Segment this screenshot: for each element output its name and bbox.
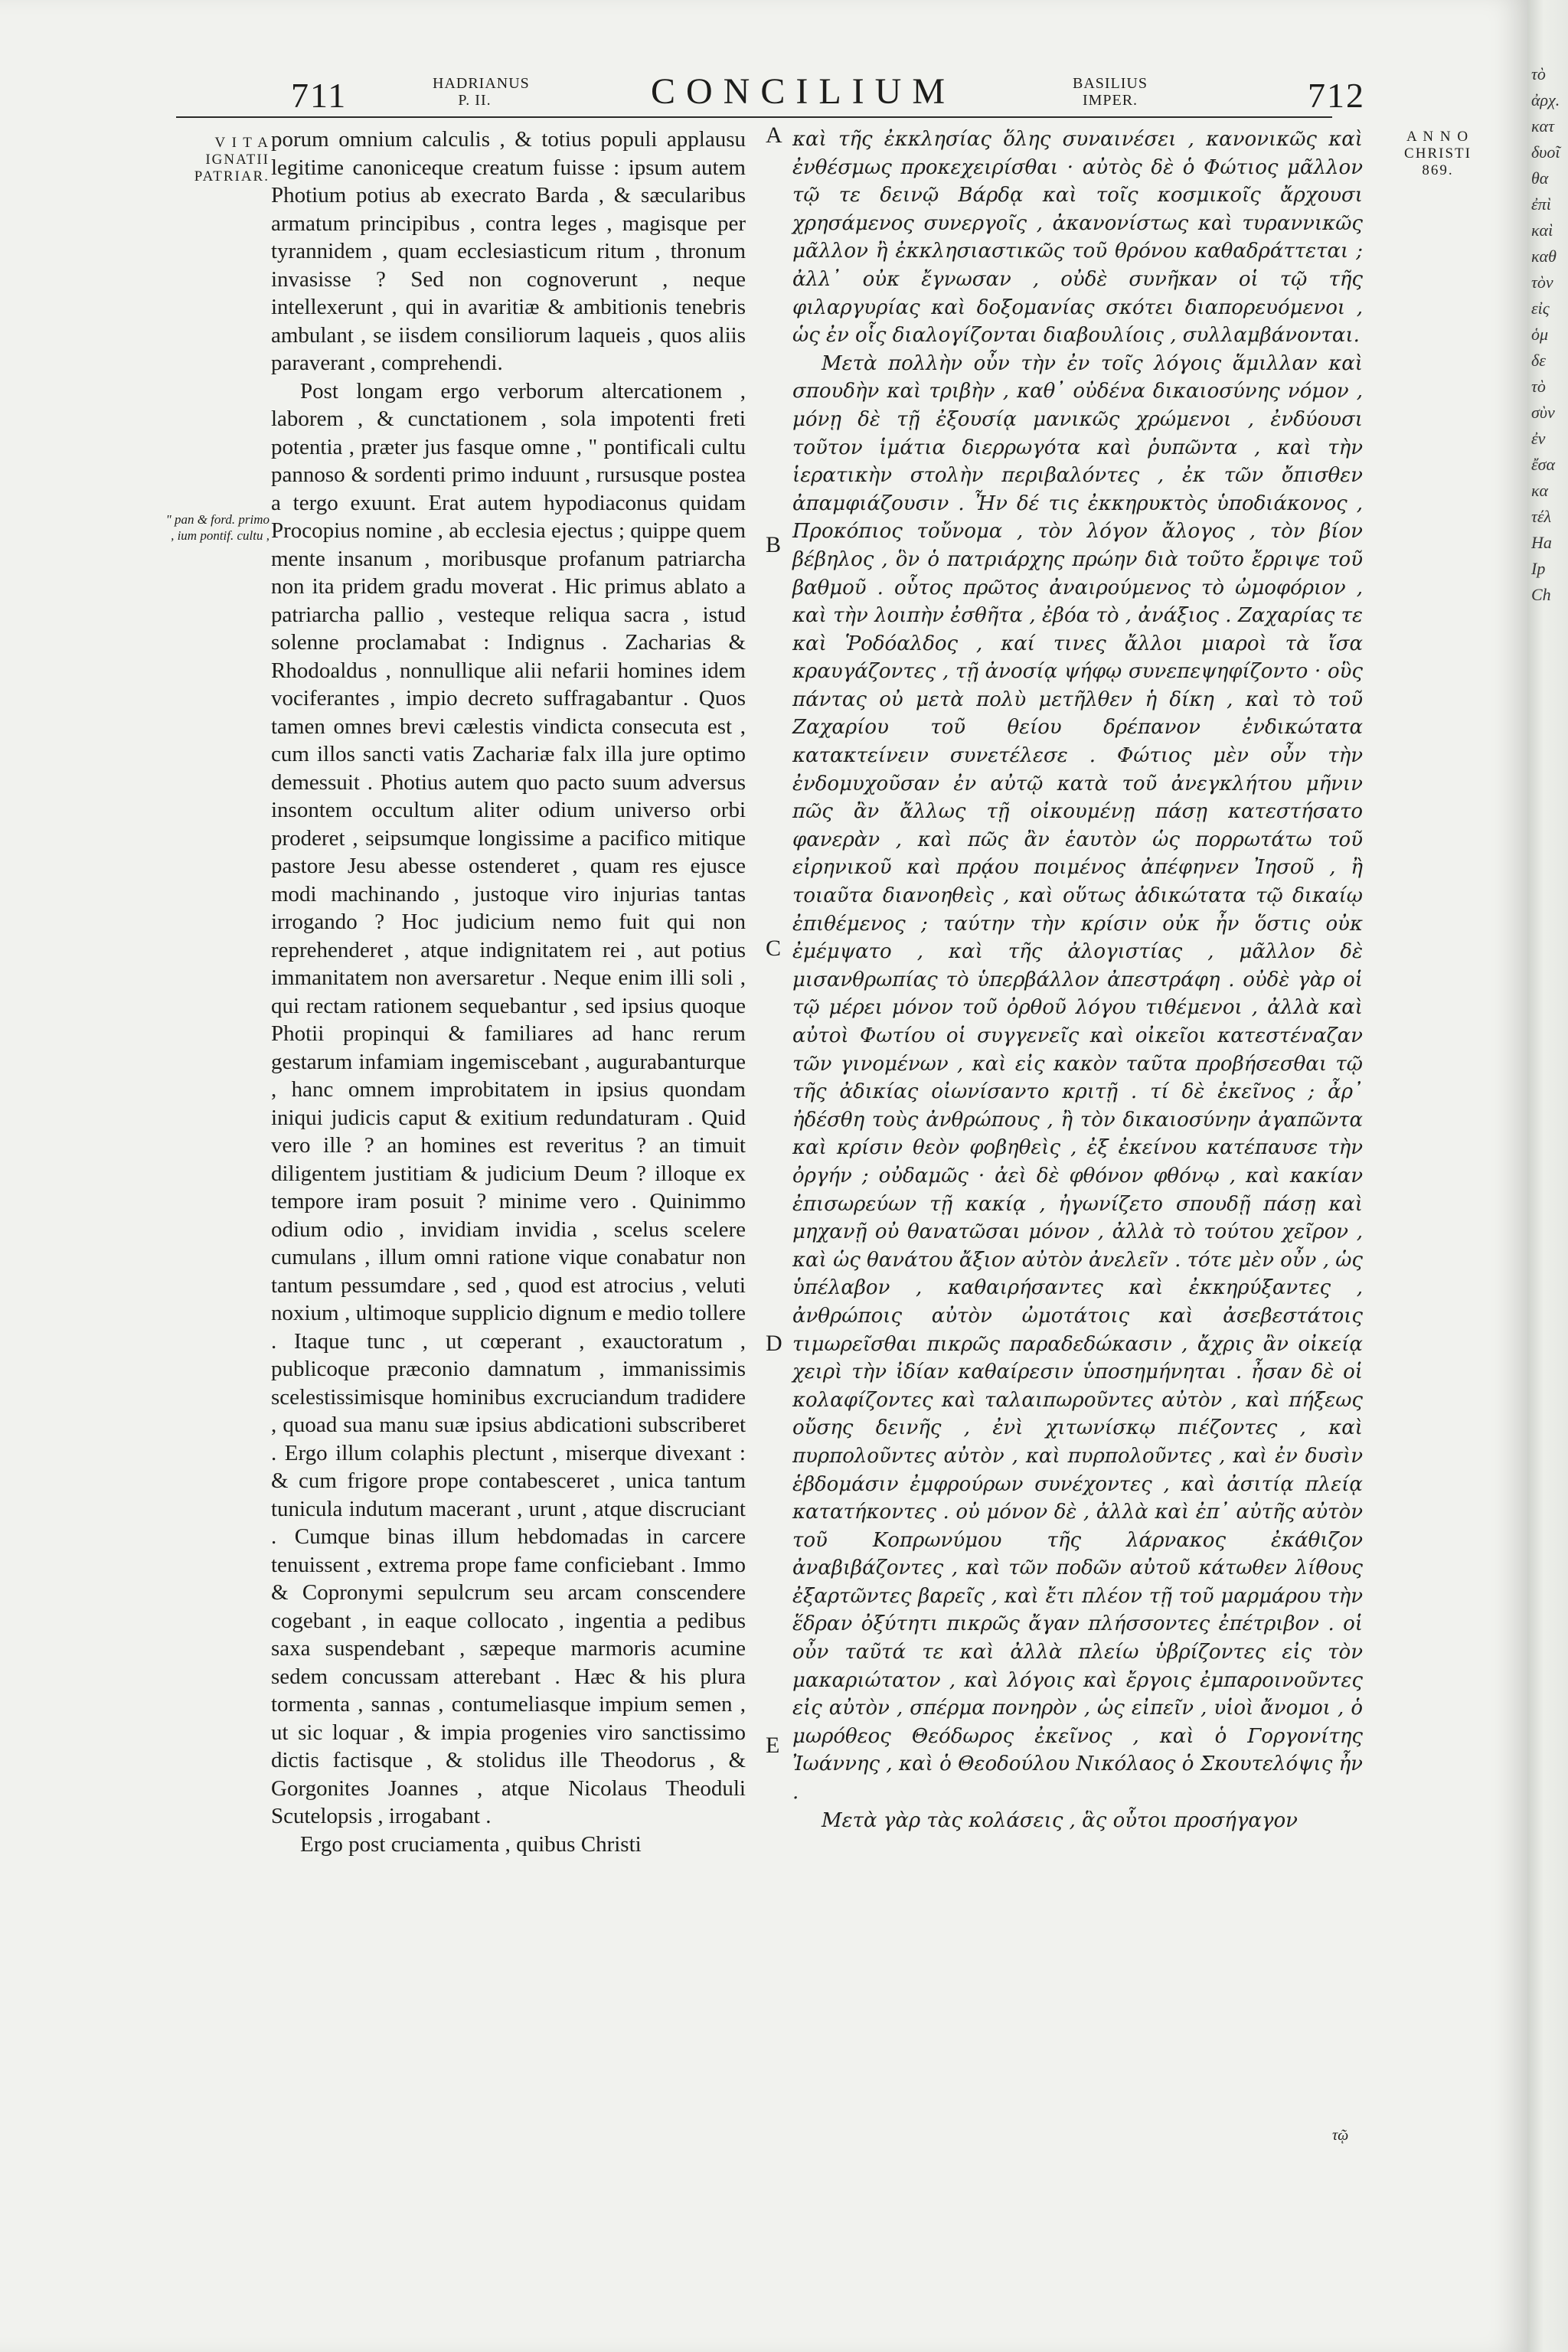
facing-page-fragment: κατ: [1531, 116, 1554, 136]
greek-paragraph-3: Μετὰ γὰρ τὰς κολάσεις , ἃς οὗτοι προσήγαγον: [822, 1808, 1298, 1832]
running-title: CONCILIUM: [651, 71, 956, 112]
facing-page-text: [1531, 61, 1565, 2205]
margin-heading-right: A N N O CHRISTI 869.: [1404, 129, 1472, 178]
header-left-line-1: HADRIANUS: [433, 75, 530, 92]
facing-page-fragment: κα: [1531, 481, 1549, 500]
facing-page-fragment: Ha: [1531, 533, 1552, 552]
header-right-line-2: IMPER.: [1082, 92, 1138, 109]
facing-page-fragment: τὸ: [1531, 64, 1546, 83]
facing-page-fragment: εἰς: [1531, 299, 1550, 318]
greek-paragraph-2: Μετὰ πολλὴν οὖν τὴν ἐν τοῖς λόγοις ἅμιλλαν καὶ σπουδὴν καὶ τριβὴν , καθ᾽ οὐδένα δικαιοσύνης νόμον , μόνῃ δὲ τῇ ἐξουσίᾳ μανικῶς χρώμενοι , ἐνδύουσι τοῦτον ἱμάτια διερρωγότα καὶ ῥυπῶντα , καὶ τὴν ἱερατικὴν στολὴν περιβαλόντες , ἐκ τῶν ὄπισθεν ἀπαμφιάζουσιν . Ἦν δέ τις ἐκκηρυκτὸς ὑποδιάκονος , Προκόπιος τοὔνομα , τὸν λόγον ἄλογος , τὸν βίον βέβηλος , ὃν ὁ πατριάρχης πρώην διὰ τοῦτο ἔρριψε τοῦ βαθμοῦ . οὗτος πρῶτος ἀναιρούμενος τὸ ὠμοφόριον , καὶ τὴν λοιπὴν ἐσθῆτα , ἐβόα τὸ , ἀνάξιος . Ζαχαρίας τε καὶ Ῥοδόαλδος , καί τινες ἄλλοι μιαροὶ τὰ ἴσα κραυγάζοντες , τῇ ἀνοσίᾳ ψήφῳ συνεπεψηφίζοντο · οὓς πάντας οὐ μετὰ πολὺ μετῆλθεν ἡ δίκη , καὶ τὸ τοῦ Ζαχαρίου τοῦ θείου δρέπανον ἐνδικώτατα κατακτείνειν συνετέλεσε . Φώτιος μὲν οὖν τὴν ἐνδομυχοῦσαν ἐν αὐτῷ κατὰ τοῦ ἀνεγκλήτου μῆνιν πῶς ἂν ἄλλως τῇ οἰκουμένῃ πάσῃ κατεστήσατο φανερὰν , καὶ πῶς ἂν ἑαυτὸν ὡς πορρωτάτω τοῦ εἰρηνικοῦ καὶ πρᾴου ποιμένος ἀπέφηνεν Ἰησοῦ , ἢ τοιαῦτα διανοηθεὶς , καὶ οὕτως ἀδικώτατα τῷ δικαίῳ ἐπιθέμενος ; ταύτην τὴν κρίσιν οὐκ ἦν ὅστις οὐκ ἐμέμψατο , καὶ τῆς ἀλογιστίας , μᾶλλον δὲ μισανθρωπίας τὸ ὑπερβάλλον ἀπεστράφη . οὐδὲ γὰρ οἱ τῷ μέρει μόνον τοῦ ὀρθοῦ λόγου τιθέμενοι , ἀλλὰ καὶ αὐτοὶ Φωτίου οἱ συγγενεῖς καὶ οἰκεῖοι κατεστέναζαν τῶν γινομένων , καὶ εἰς κακὸν ταῦτα προβήσεσθαι τῷ τῆς ἀδικίας οἰωνίσαντο κριτῇ . τί δὲ ἐκεῖνος ; ἆρ᾽ ἠδέσθη τοὺς ἀνθρώπους , ἢ τὸν δικαιοσύνην ἀγαπῶντα καὶ κρίσιν θεὸν φοβηθεὶς , ἐξ ἐκείνου κατέπαυσε τὴν ὀργήν ; οὐδαμῶς · ἀεὶ δὲ φθόνον φθόνῳ , καὶ κακίαν ἐπισωρεύων τῇ κακίᾳ , ἠγωνίζετο σπουδῇ πάσῃ καὶ μηχανῇ οὐ θανατῶσαι μόνον , ἀλλὰ τὸ τούτου χεῖρον , καὶ ὡς θανάτου ἄξιον αὐτὸν ἀνελεῖν . τότε μὲν οὖν , ὡς ὑπέλαβον , καθαιρήσαντες καὶ ἐκκηρύξαντες , ἀνθρώποις αὐτὸν ὠμοτάτοις καὶ ἀσεβεστάτοις τιμωρεῖσθαι πικρῶς παραδεδώκασιν , ἄχρις ἂν οἰκείᾳ χειρὶ τὴν ἰδίαν καθαίρεσιν ὑποσημήνηται . ἦσαν δὲ οἱ κολαφίζοντες καὶ ταλαιπωροῦντες αὐτὸν , καὶ πήξεως οὔσης δεινῆς , ἐνὶ χιτωνίσκῳ πιέζοντες , καὶ πυρπολοῦντες αὐτὸν , καὶ πυρπολοῦντες , καὶ ἐν δυσὶν ἑβδομάσιν ἐμφρούρων συνέχοντες , καὶ ἀσιτίᾳ πλείᾳ κατατήκοντες . οὐ μόνον δὲ , ἀλλὰ καὶ ἐπ᾽ αὐτῆς αὐτὸν τοῦ Κοπρωνύμου τῆς λάρνακος ἐκάθιζον ἀναβιβάζοντες , καὶ τῶν ποδῶν αὐτοῦ κάτωθεν λίθους ἐξαρτῶντες βαρεῖς , καὶ ἔτι πλέον τῇ τοῦ μαρμάρου τὴν ἕδραν ὀξύτητι πικρῶς ἄγαν πλήσσοντες ἐπέτριβον . οἱ οὖν ταῦτά τε καὶ ἀλλὰ πλείω ὑβρίζοντες εἰς τὸν μακαριώτατον , καὶ λόγοις καὶ ἔργοις ἐμπαροινοῦντες εἰς αὐτὸν , σπέρμα πονηρὸν , ὡς εἰπεῖν , υἱοὶ ἄνομοι , ὁ μωρόθεος Θεόδωρος ἐκεῖνος , καὶ ὁ Γοργονίτης Ἰωάννης , καὶ ὁ Θεοδούλου Νικόλαος ὁ Σκουτελόψις ἦν .: [792, 351, 1363, 1805]
facing-page-fragment: καὶ: [1531, 220, 1553, 240]
header-left-line-2: P. II.: [458, 92, 492, 109]
facing-page-fragment: ἀρχ.: [1531, 90, 1560, 109]
section-letter-a: A: [766, 122, 782, 148]
facing-page-fragment: θα: [1531, 168, 1549, 188]
section-letter-c: C: [766, 936, 782, 961]
facing-page-fragment: τέλ: [1531, 507, 1552, 526]
facing-page-fragment: τὸ: [1531, 377, 1546, 396]
latin-column: [271, 126, 746, 1858]
margin-heading-left: V I T A IGNATII PATRIAR.: [194, 135, 270, 185]
facing-page-fragment: ὁμ: [1531, 325, 1549, 344]
section-letter-e: E: [766, 1733, 780, 1758]
latin-paragraph-1: porum omnium calculis , & totius populi applausu legitime canoniceque creatum fuisse : ipsum autem Photium potius ab execrato Barda , & sæcularibus armatum principibus , contra leges , magisque per tyrannidem , quam ecclesiasticum ritum , thronum invasisse ? Sed non cognoverunt , neque intellexerunt , qui in avaritiæ & ambitionis tenebris ambulant , se iisdem consiliorum laqueis , quos aliis paraverant , comprehendi.: [271, 127, 746, 375]
facing-page-fragment: τὸν: [1531, 273, 1553, 292]
greek-column: [792, 126, 1363, 1834]
greek-paragraph-1: καὶ τῆς ἐκκλησίας ὅλης συναινέσει , κανονικῶς καὶ ἐνθέσμως προκεχειρίσθαι · αὐτὸς δὲ ὁ Φώτιος μᾶλλον τῷ τε δεινῷ Βάρδᾳ καὶ τοῖς κοσμικοῖς ἄρχουσι χρησάμενος συνεργοῖς , ἀκανονίστως καὶ τυραννικῶς μᾶλλον ἢ ἐκκλησιαστικῶς τοῦ θρόνου καθαδράττεται ; ἀλλ᾽ οὐκ ἔγνωσαν , οὐδὲ συνῆκαν οἱ τῷ τῆς φιλαργυρίας καὶ δοξομανίας σκότει διαπορευόμενοι , ὡς ἐν οἷς διαλογίζονται διαβουλίοις , συλλαμβάνονται.: [792, 128, 1363, 348]
facing-page-fragment: δε: [1531, 351, 1546, 370]
header-rule: [176, 116, 1332, 118]
facing-page-fragment: Ch: [1531, 585, 1551, 604]
header-right-line-1: BASILIUS: [1072, 75, 1148, 92]
section-letter-b: B: [766, 532, 782, 557]
header-right-small: [1057, 75, 1164, 109]
catchword: τῷ: [1332, 2127, 1349, 2144]
facing-page-fragment: δυοῖ: [1531, 142, 1560, 162]
page-number-left: 711: [291, 76, 348, 115]
header-left-small: [433, 75, 530, 109]
facing-page-fragment: ἐπὶ: [1531, 194, 1551, 214]
facing-page-fragment: ἔσα: [1531, 455, 1556, 474]
margin-note-left: " pan & ford. primo , ium pontif. cultu ,: [165, 512, 270, 543]
facing-page-fragment: Ip: [1531, 559, 1546, 578]
latin-paragraph-2: Post longam ergo verborum altercationem , laborem , & cunctationem , sola impotenti freti potentia , præter jus fasque omne , " pontificali cultu pannoso & sordenti primo induunt , rursusque postea a tergo exuunt. Erat autem hypodiaconus quidam Procopius nomine , ab ecclesia ejectus ; quippe quem mente insanum , moribusque profanum patriarcha non ita pridem gradu moverat . Hic primus ablato a patriarcha pallio , vesteque reliqua sacra , istud solenne proclamabat : Indignus . Zacharias & Rhodoaldus , nonnullique alii nefarii homines idem vociferantes , impio decreto suffragabantur . Quos tamen omnes brevi cælestis vindicta consecuta est , cum illos sancti vatis Zachariæ falx illa jure optimo demessuit . Photius autem quo pacto suum adversus insontem occultum aliter odium universo orbi proderet , seipsumque longissime a pacifico mitique pastore Jesu abesse ostenderet , quam res ejusce modi machinando , justoque viro injurias tantas irrogando ? Hoc judicium nemo fuit qui non reprehenderet , atque indignitatem rei , aut potius immanitatem non aversaretur . Neque enim illi soli , qui rectam rationem sequebantur , sed ipsius quoque Photii propinqui & familiares ad hanc rerum gestarum infamiam ingemiscebant , augurabanturque , hanc omnem improbitatem in ipsius quondam iniqui judicis caput & exitium redundaturam . Quid vero ille ? an homines est reveritus ? an timuit diligentem justitiam & judicium Deum ? illoque ex tempore iram posuit ? minime vero . Quinimmo odium odio , invidiam invidia , scelus scelere cumulans , illum omni ratione vique conabatur non tantum pessumdare , sed , quod est atrocius , veluti noxium , ultimoque supplicio dignum e medio tollere . Itaque tunc , ut cœperant , exauctoratum , publicoque præconio damnatum , immanissimis scelestissimisque hominibus excruciandum tradidere , quoad sua manu suæ ipsius abdicationi subscriberet . Ergo illum colaphis plectunt , miserque divexant : & cum frigore prope contabesceret , unica tantum tunicula indutum macerant , urunt , atque discruciant . Cumque binas illum hebdomadas in carcere tenuissent , extrema prope fame conficiebant . Immo & Copronymi sepulcrum seu arcam conscendere cogebant , in eaque collocato , ingentia a pedibus saxa suspendebant , sæpeque marmoris acumine sedem concussam atterebant . Hæc & his plura tormenta , sannas , contumeliasque impium semen , ut sic loquar , & impia progenies viro sanctissimo dictis factisque , & stolidus ille Theodorus , & Gorgonites Joannes , atque Nicolaus Theoduli Scutelopsis , irrogabant .: [271, 378, 746, 1828]
section-letter-d: D: [766, 1331, 782, 1356]
page-number-right: 712: [1308, 76, 1365, 115]
facing-page-fragment: καθ: [1531, 247, 1557, 266]
facing-page-fragment: ἐν: [1531, 429, 1546, 448]
latin-paragraph-3: Ergo post cruciamenta , quibus Christi: [300, 1831, 642, 1857]
facing-page-fragment: σὺν: [1531, 403, 1555, 422]
